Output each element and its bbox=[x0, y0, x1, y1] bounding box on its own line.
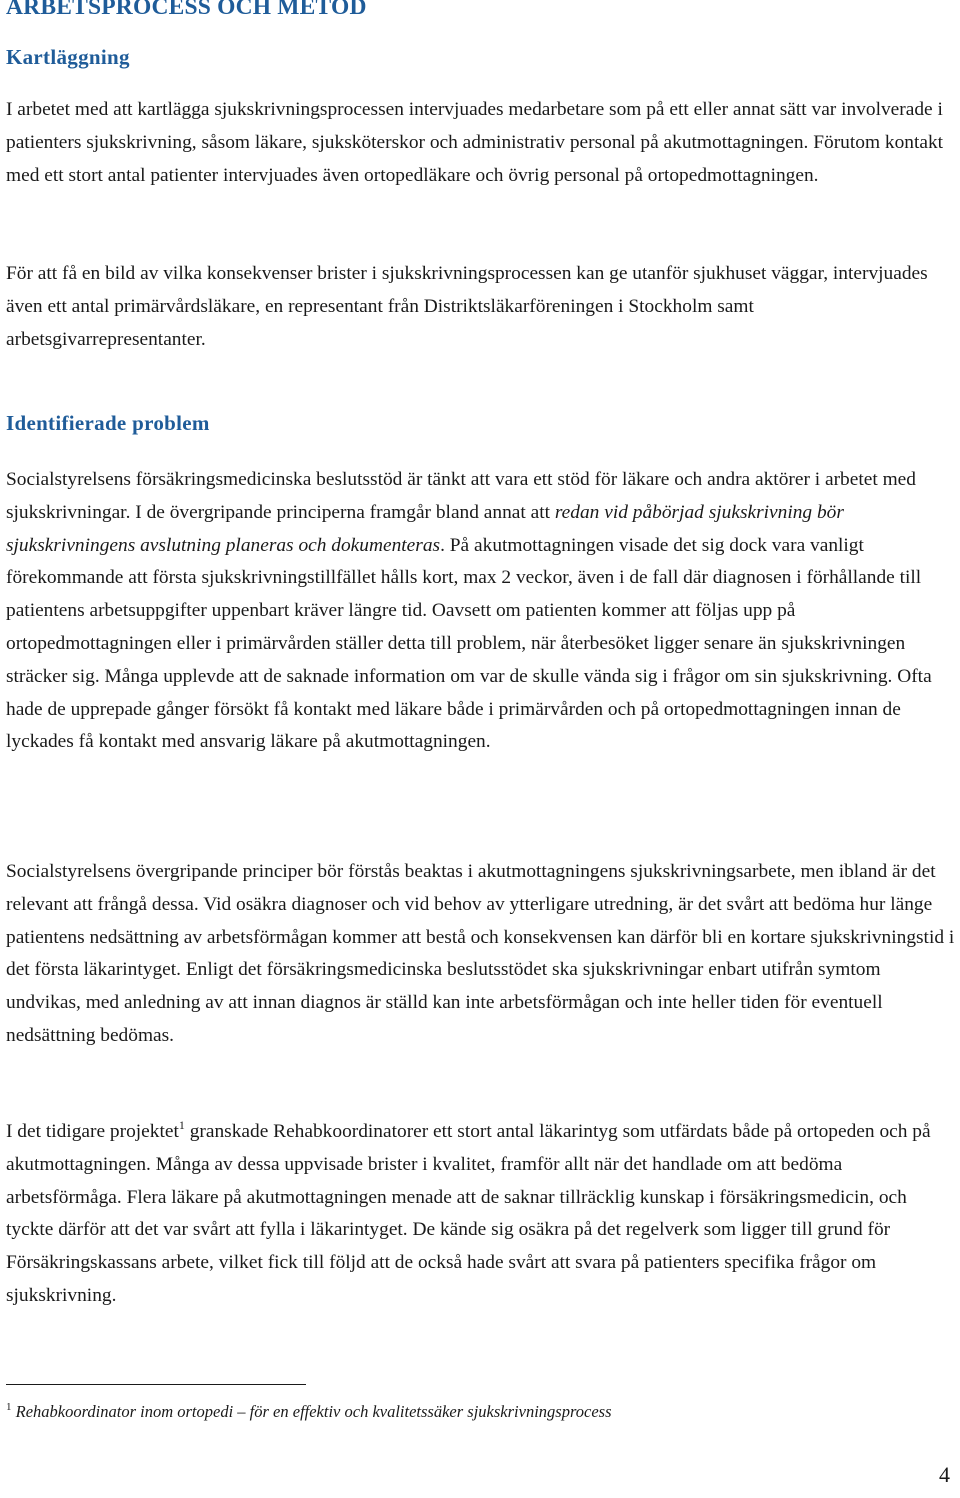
footnote-divider bbox=[6, 1384, 306, 1385]
footnote bbox=[6, 1398, 612, 1426]
paragraph-text: . På akutmottagningen visade det sig dock vara vanligt förekommande att första sjukskrivningstillfället hålls kort, max 2 veckor, även i de fall där diagnosen i förhållande till patientens arbetsuppgifter uppenbart kräver längre tid. Oavsett om patienten kommer att följas upp på ortopedmottagningen eller i primärvården ställer detta till problem, när återbesöket ligger senare än sjukskrivningen sträcker sig. Många upplevde att de saknade information om var de skulle vända sig i frågor om sin sjukskrivning. Ofta hade de upprepade gånger försökt få kontakt med läkare både i primärvården och på ortopedmottagningen innan de lyckades få kontakt med ansvarig läkare på akutmottagningen. bbox=[6, 534, 932, 753]
paragraph: För att få en bild av vilka konsekvenser brister i sjukskrivningsprocessen kan ge utanför sjukhuset väggar, intervjuades även ett antal primärvårdsläkare, en representant från Distriktsläkarföreningen i Stockholm samt arbetsgivarrepresentanter. bbox=[6, 263, 928, 350]
footnote-marker: 1 bbox=[6, 1401, 12, 1413]
paragraph-text: I det tidigare projektet bbox=[6, 1121, 179, 1142]
footnote-text: Rehabkoordinator inom ortopedi – för en effektiv och kvalitetssäker sjukskrivningsprocess bbox=[15, 1402, 612, 1421]
paragraph-with-italic bbox=[6, 464, 956, 759]
section-title-identifierade-problem: Identifierade problem bbox=[6, 411, 210, 435]
section-title-kartlaggning: Kartläggning bbox=[6, 45, 130, 69]
italic-quote: redan vid påbörjad sjukskrivning bör sjukskrivningens avslutning planeras och dokumenteras bbox=[6, 501, 844, 556]
paragraph-with-footnote-ref bbox=[6, 1116, 956, 1313]
page-heading: ARBETSPROCESS OCH METOD bbox=[6, 0, 367, 20]
footnote-reference: 1 bbox=[178, 1118, 185, 1132]
paragraph-text: granskade Rehabkoordinatorer ett stort antal läkarintyg som utfärdats både på ortopeden och på akutmottagningen. Många av dessa uppvisade brister i kvalitet, framför allt när det handlade om att bedöma arbetsförmåga. Flera läkare på akutmottagningen menade att de saknar tillräcklig kunskap i försäkringsmedicin, och tyckte därför att det var svårt att fylla i läkarintyget. De kände sig osäkra på det regelverk som ligger till grund för Försäkringskassans arbete, vilket fick till följd att de också hade svårt att svara på patienters specifika frågor om sjukskrivning. bbox=[6, 1121, 931, 1306]
paragraph: Socialstyrelsens övergripande principer bör förstås beaktas i akutmottagningens sjukskrivningsarbete, men ibland är det relevant att frångå dessa. Vid osäkra diagnoser och vid behov av ytterligare utredning, är det svårt att bedöma hur länge patientens nedsättning av arbetsförmågan kommer att bestå och konsekvensen kan därför bli en kortare sjukskrivningstid i det första läkarintyget. Enligt det försäkringsmedicinska beslutsstödet ska sjukskrivningar enbart utifrån symtom undvikas, med anledning av att innan diagnos är ställd kan inte arbetsförmågan och inte heller tiden för eventuell nedsättning bedömas. bbox=[6, 861, 955, 1046]
paragraph: I arbetet med att kartlägga sjukskrivningsprocessen intervjuades medarbetare som på ett eller annat sätt var involverade i patienters sjukskrivning, såsom läkare, sjuksköterskor och administrativ personal på akutmottagningen. Förutom kontakt med ett stort antal patienter intervjuades även ortopedläkare och övrig personal på ortopedmottagningen. bbox=[6, 99, 944, 186]
paragraph-text: Socialstyrelsens försäkringsmedicinska beslutsstöd är tänkt att vara ett stöd för läkare och andra aktörer i arbetet med sjukskrivningar. I de övergripande principerna framgår bland annat att bbox=[6, 469, 916, 523]
page-number: 4 bbox=[939, 1462, 950, 1487]
